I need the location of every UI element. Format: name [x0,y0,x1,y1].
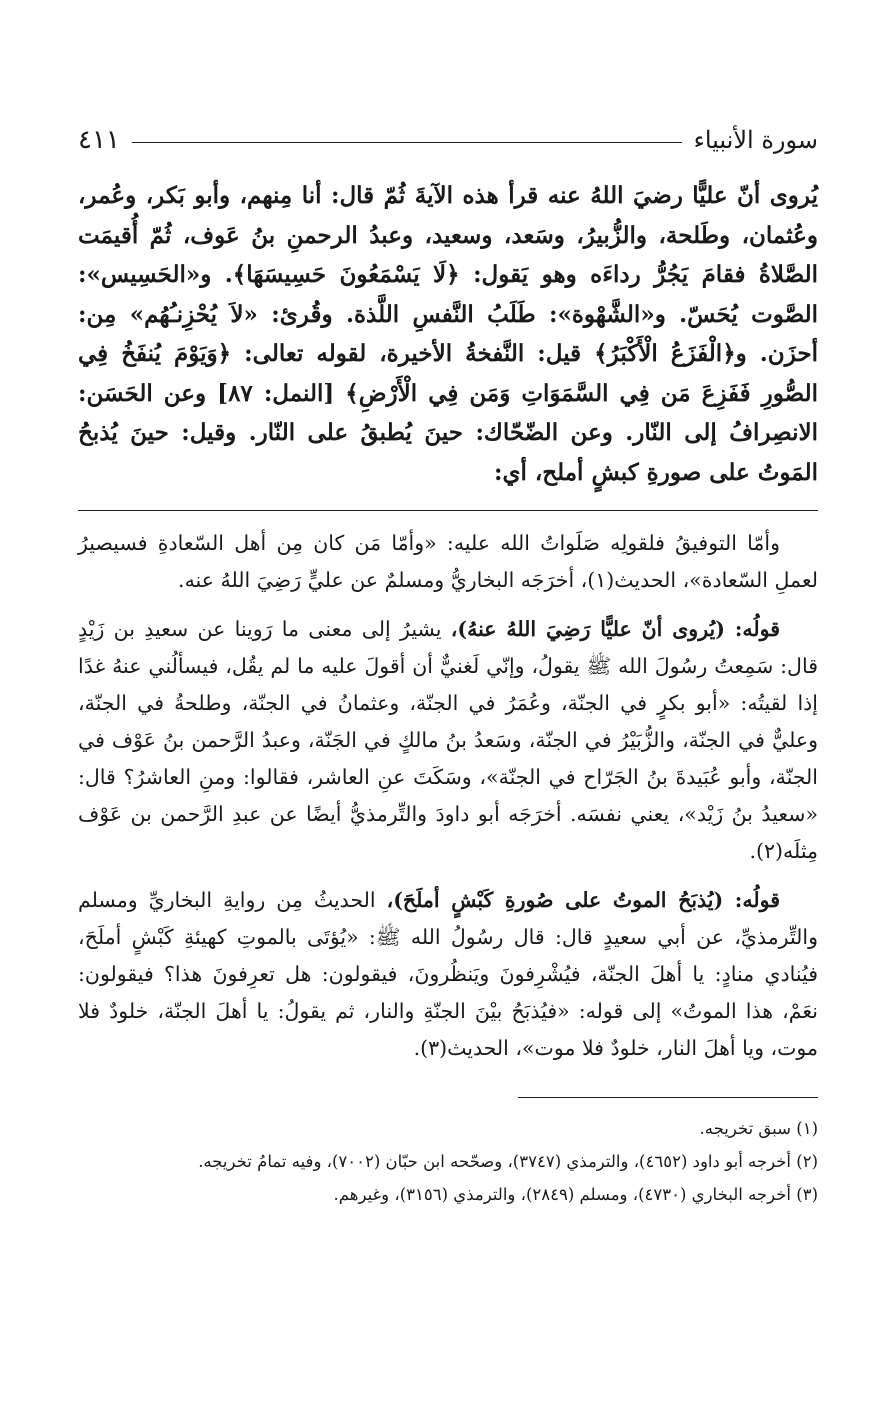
book-page [78,118,818,1211]
header-rule [132,142,682,143]
quoted-lemma: قولُه: (يُذبَحُ الموتُ على صُورةِ كَبْشٍ أملَحَ)، [386,888,781,912]
footnote-rule [518,1097,818,1098]
main-text-block [78,176,818,492]
page-number: ٤١١ [78,125,120,155]
commentary-text: يشيرُ إلى معنى ما رَوينا عن سعيدِ بن زَيْدٍ قال: سَمِعتُ رسُولَ الله ﷺ يقولُ، وإنّي لَغنيٌّ أن أقولَ عليه ما لم يقُل، فيسألُني عنهُ غدًا إذا لقيتُه: «أبو بكرٍ في الجنّة، وعُمَرُ في الجنّة، وعثمانُ في الجنّة، وطلحةُ في الجنّة، وعليٌّ في الجنّة، والزُّبَيْرُ في الجنّة، وسَعدُ بنُ مالكٍ في الجَنّة، وعبدُ الرَّحمن بنُ عَوْف في الجنّة، وأبو عُبَيدةَ بنُ الجَرّاح في الجنّة»، وسَكَتَ عنِ العاشر، فقالوا: ومنِ العاشرُ؟ قال: «سعيدُ بنُ زَيْد»، يعني نفسَه. أخرَجَه أبو داودَ والتِّرمذيُّ أيضًا عن عبدِ الرَّحمن بن عَوْف مِثلَه(٢). [78,617,818,863]
commentary-paragraph-3 [78,882,818,1067]
section-divider [78,510,818,511]
footnote-2: (٢) أخرجه أبو داود (٤٦٥٢)، والترمذي (٣٧٤٧)، وصحّحه ابن حبّان (٧٠٠٢)، وفيه تمامُ تخريجه. [198,1152,818,1171]
commentary-block [78,525,818,1067]
main-text: يُروى أنّ عليًّا رضيَ اللهُ عنه قرأ هذه الآيةَ ثُمّ قال: أنا مِنهم، وأبو بَكر، وعُمر، وعُثمان، وطَلحة، والزُّبيرُ، وسَعد، وسعيد، وعبدُ الرحمنِ بنُ عَوف، ثُمّ أُقيمَت الصَّلاةُ فقامَ يَجُرُّ رداءَه وهو يَقول: ﴿لَا يَسْمَعُونَ حَسِيسَهَا﴾. و«الحَسِيس»: الصَّوت يُحَسّ. و«الشَّهْوة»: طَلَبُ النَّفسِ اللَّذة. وقُرئ: «لاَ يُحْزِنـُهُم» مِن: أحزَن. و﴿الْفَزَعُ الْأَكْبَرُ﴾ قيل: النَّفخةُ الأخيرة، لقوله تعالى: ﴿وَيَوْمَ يُنفَخُ فِي الصُّورِ فَفَزِعَ مَن فِي السَّمَوَاتِ وَمَن فِي الْأَرْضِ﴾ [النمل: ٨٧] وعن الحَسَن: الانصِرافُ إلى النّار. وعن الضّحّاك: حينَ يُطبقُ على النّار. وقيل: حينَ يُذبحُ المَوتُ على صورةِ كبشٍ أملح، أي: [78,182,819,486]
commentary-paragraph-1: وأمّا التوفيقُ فلقولِه صَلَواتُ الله عليه: «وأمّا مَن كان مِن أهل السّعادةِ فسيصيرُ لعملِ السّعادة»، الحديث(١)، أخرَجَه البخاريُّ ومسلمٌ عن عليٍّ رَضِيَ اللهُ عنه. [78,531,818,592]
commentary-paragraph-2 [78,611,818,870]
footnote-3: (٣) أخرجه البخاري (٤٧٣٠)، ومسلم (٢٨٤٩)، والترمذي (٣١٥٦)، وغيرهم. [333,1185,818,1204]
footnotes [78,1112,818,1211]
surah-title: سورة الأنبياء [693,126,818,154]
page-header [78,118,818,162]
commentary-text: الحديثُ مِن روايةِ البخاريِّ ومسلم والتِّرمذيِّ، عن أبي سعيدٍ قال: قال رسُولُ الله ﷺ: «يُؤتَى بالموتِ كهيئةِ كَبْشٍ أملَحَ، فيُنادي منادٍ: يا أهلَ الجنّة، فيُشْرِفونَ ويَنظُرونَ، فيقولون: هل تعرِفونَ هذا؟ فيقولون: نعَمْ، هذا الموتُ» إلى قوله: «فيُذبَحُ بيْنَ الجنّةِ والنار، ثم يقولُ: يا أهلَ الجنّة، خلودٌ فلا موت، ويا أهلَ النار، خلودٌ فلا موت»، الحديث(٣). [78,888,818,1060]
footnote-1: (١) سبق تخريجه. [699,1119,818,1138]
quoted-lemma: قولُه: (يُروى أنّ عليًّا رَضِيَ اللهُ عنهُ)، [450,617,781,641]
